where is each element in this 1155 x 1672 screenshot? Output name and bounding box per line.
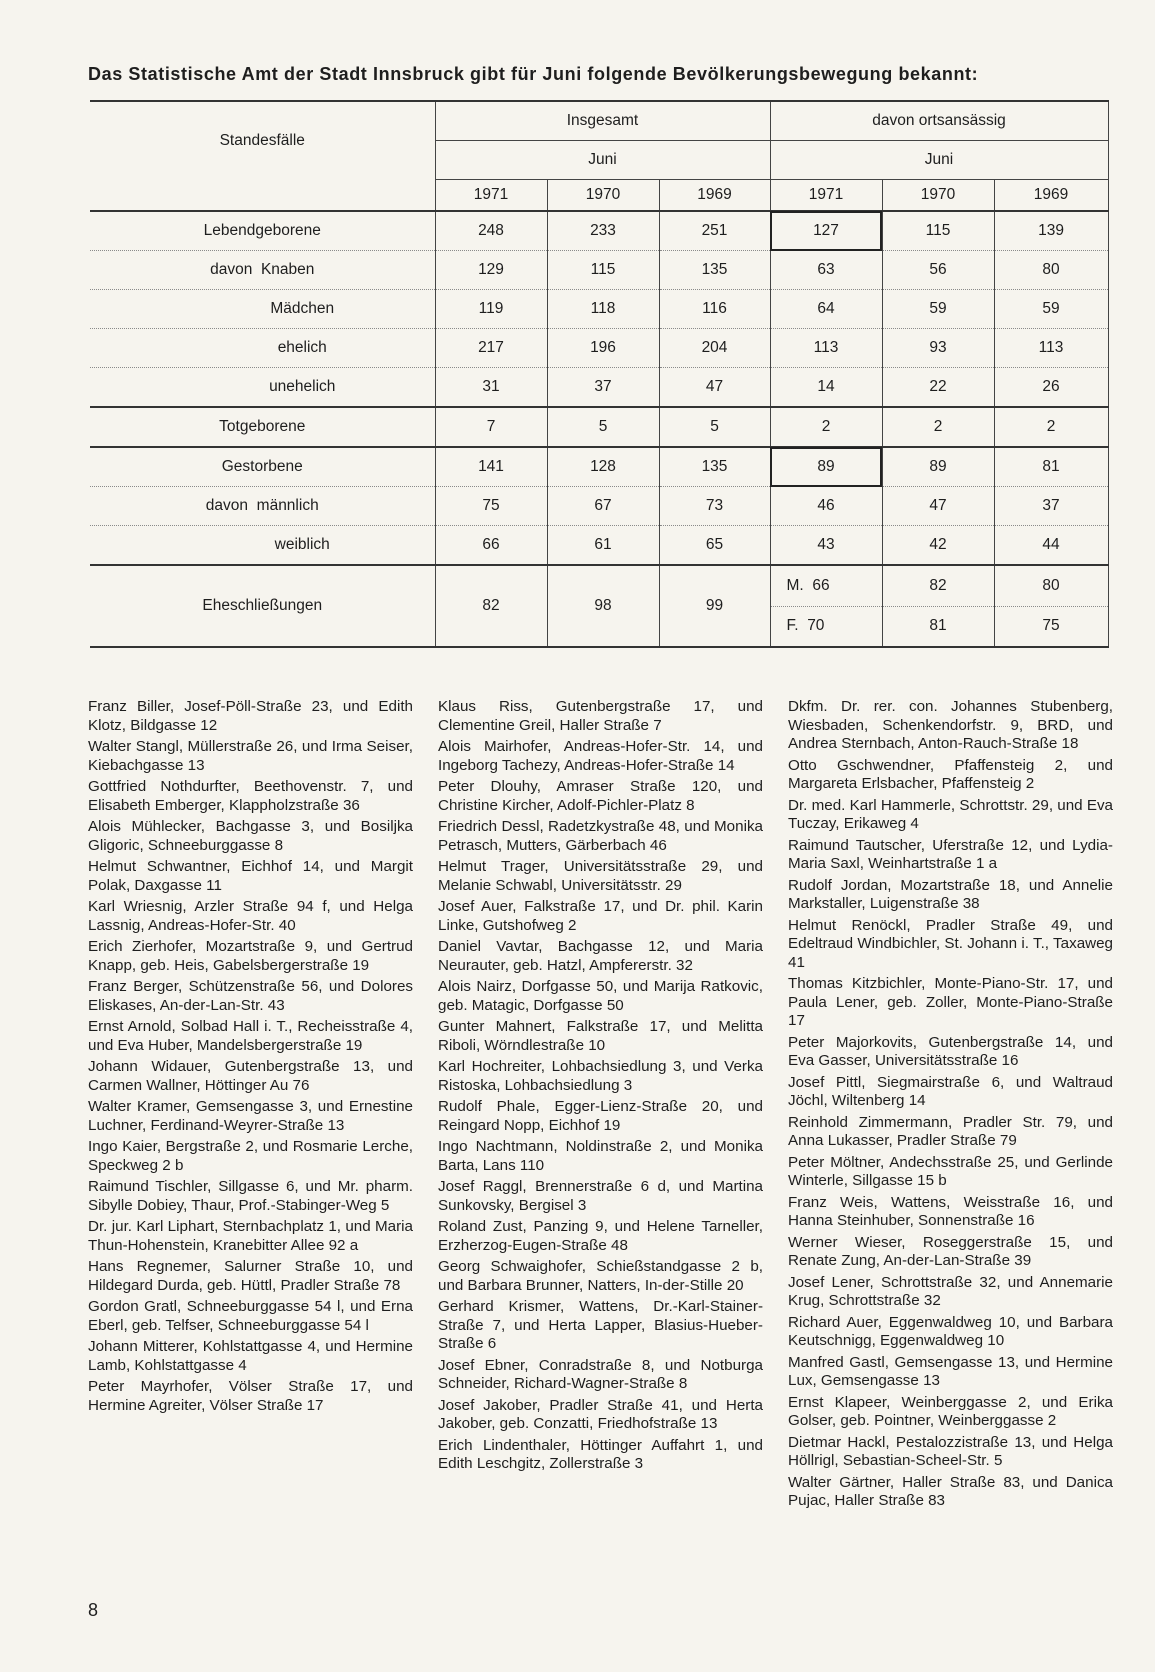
list-item: Dietmar Hackl, Pestalozzistraße 13, und Helga Höllrigl, Sebastian-Scheel-Str. 5 [788, 1433, 1113, 1469]
list-item: Franz Biller, Josef-Pöll-Straße 23, und Edith Klotz, Bildgasse 12 [88, 698, 413, 734]
list-item: Franz Weis, Wattens, Weisstraße 16, und Hanna Steinhuber, Sonnenstraße 16 [788, 1193, 1113, 1229]
value-cell: 116 [659, 290, 770, 329]
list-item: Ernst Arnold, Solbad Hall i. T., Recheisstraße 4, und Eva Huber, Mandelsbergerstraße 19 [88, 1018, 413, 1054]
year-header: 1970 [547, 180, 659, 212]
list-item: Rudolf Jordan, Mozartstraße 18, und Annelie Markstaller, Luigenstraße 38 [788, 876, 1113, 912]
table-row [90, 487, 1108, 526]
value-cell: 59 [994, 290, 1108, 329]
value-cell: 47 [882, 487, 994, 526]
value-cell: 89 [882, 447, 994, 487]
value-cell: 118 [547, 290, 659, 329]
value-cell: 56 [882, 251, 994, 290]
value-cell: 61 [547, 526, 659, 566]
list-item: Otto Gschwendner, Pfaffensteig 2, und Margareta Erlsbacher, Pfaffensteig 2 [788, 756, 1113, 792]
year-header: 1971 [435, 180, 547, 212]
value-cell: 37 [547, 368, 659, 408]
table-row [90, 407, 1108, 447]
value-cell: 7 [435, 407, 547, 447]
value-cell: 65 [659, 526, 770, 566]
value-cell: 82 [435, 565, 547, 647]
year-header: 1969 [994, 180, 1108, 212]
f-prefix: F. [786, 617, 799, 635]
value-cell-highlighted: 127 [770, 211, 882, 251]
row-label [90, 487, 435, 526]
marriage-f-value [771, 607, 882, 647]
list-item: Erich Zierhofer, Mozartstraße 9, und Gertrud Knapp, geb. Heis, Gabelsbergerstraße 19 [88, 938, 413, 974]
list-item: Klaus Riss, Gutenbergstraße 17, und Clementine Greil, Haller Straße 7 [438, 698, 763, 734]
table-row [90, 211, 1108, 251]
value-cell: 37 [994, 487, 1108, 526]
marriage-announcements [88, 698, 1113, 1514]
year-header: 1970 [882, 180, 994, 212]
list-item: Alois Mairhofer, Andreas-Hofer-Str. 14, und Ingeborg Tachezy, Andreas-Hofer-Straße 14 [438, 738, 763, 774]
list-item: Hans Regnemer, Salurner Straße 10, und Hildegard Durda, geb. Hüttl, Pradler Straße 78 [88, 1258, 413, 1294]
value-cell: 129 [435, 251, 547, 290]
announcement-column-1 [88, 698, 413, 1514]
table-row-marriages [90, 565, 1108, 647]
list-item: Franz Berger, Schützenstraße 56, und Dolores Eliskases, An-der-Lan-Str. 43 [88, 978, 413, 1014]
list-item: Walter Kramer, Gemsengasse 3, und Ernestine Luchner, Ferdinand-Weyrer-Straße 13 [88, 1098, 413, 1134]
header-insgesamt: Insgesamt [435, 101, 770, 141]
list-item: Josef Jakober, Pradler Straße 41, und Herta Jakober, geb. Conzatti, Friedhofstraße 13 [438, 1396, 763, 1432]
list-item: Peter Dlouhy, Amraser Straße 120, und Christine Kircher, Adolf-Pichler-Platz 8 [438, 778, 763, 814]
list-item: Josef Ebner, Conradstraße 8, und Notburga Schneider, Richard-Wagner-Straße 8 [438, 1356, 763, 1392]
value-cell: 73 [659, 487, 770, 526]
table-row [90, 251, 1108, 290]
value-cell: 115 [882, 211, 994, 251]
m-value: 66 [812, 576, 830, 594]
list-item: Karl Wriesnig, Arzler Straße 94 f, und Helga Lassnig, Andreas-Hofer-Str. 40 [88, 898, 413, 934]
f-value: 81 [929, 617, 947, 635]
value-cell: 43 [770, 526, 882, 566]
list-item: Peter Mayrhofer, Völser Straße 17, und Hermine Agreiter, Völser Straße 17 [88, 1378, 413, 1414]
list-item: Alois Mühlecker, Bachgasse 3, und Bosiljka Gligoric, Schneeburggasse 8 [88, 818, 413, 854]
list-item: Raimund Tautscher, Uferstraße 12, und Lydia-Maria Saxl, Weinhartstraße 1 a [788, 836, 1113, 872]
page-number: 8 [88, 1600, 99, 1620]
list-item: Josef Lener, Schrottstraße 32, und Annemarie Krug, Schrottstraße 32 [788, 1273, 1113, 1309]
list-item: Reinhold Zimmermann, Pradler Str. 79, und Anna Lukasser, Pradler Straße 79 [788, 1113, 1113, 1149]
value-cell: 217 [435, 329, 547, 368]
f-value: 70 [807, 617, 825, 635]
value-cell: 81 [994, 447, 1108, 487]
list-item: Werner Wieser, Roseggerstraße 15, und Renate Zung, An-der-Lan-Straße 39 [788, 1233, 1113, 1269]
value-cell: 113 [770, 329, 882, 368]
value-cell: 80 [994, 251, 1108, 290]
list-item: Friedrich Dessl, Radetzkystraße 48, und Monika Petrasch, Mutters, Gärberbach 46 [438, 818, 763, 854]
value-cell: 233 [547, 211, 659, 251]
value-cell: 128 [547, 447, 659, 487]
list-item: Daniel Vavtar, Bachgasse 12, und Maria Neurauter, geb. Hatzl, Ampfererstr. 32 [438, 938, 763, 974]
value-cell: 248 [435, 211, 547, 251]
list-item: Gunter Mahnert, Falkstraße 17, und Melitta Riboli, Wörndlestraße 10 [438, 1018, 763, 1054]
list-item: Peter Majorkovits, Gutenbergstraße 14, und Eva Gasser, Universitätsstraße 16 [788, 1033, 1113, 1069]
list-item: Helmut Schwantner, Eichhof 14, und Margit Polak, Daxgasse 11 [88, 858, 413, 894]
value-cell: 26 [994, 368, 1108, 408]
list-item: Georg Schwaighofer, Schießstandgasse 2 b, und Barbara Brunner, Natters, In-der-Stille 20 [438, 1258, 763, 1294]
list-item: Helmut Renöckl, Pradler Straße 49, und Edeltraud Windbichler, St. Johann i. T., Taxaweg 41 [788, 916, 1113, 971]
list-item: Raimund Tischler, Sillgasse 6, und Mr. pharm. Sibylle Dobiey, Thaur, Prof.-Stabinger-Weg 5 [88, 1178, 413, 1214]
row-label: Lebendgeborene [90, 211, 435, 251]
marriage-local-1970 [882, 565, 994, 647]
row-label: Gestorbene [90, 447, 435, 487]
row-prefix: davon [210, 261, 253, 278]
list-item: Ingo Nachtmann, Noldinstraße 2, und Monika Barta, Lans 110 [438, 1138, 763, 1174]
m-prefix: M. [786, 576, 804, 594]
header-spacer [90, 180, 435, 212]
value-cell: 115 [547, 251, 659, 290]
list-item: Dr. med. Karl Hammerle, Schrottstr. 29, und Eva Tuczay, Erikaweg 4 [788, 796, 1113, 832]
list-item: Gottfried Nothdurfter, Beethovenstr. 7, und Elisabeth Emberger, Klappholzstraße 36 [88, 778, 413, 814]
value-cell: 113 [994, 329, 1108, 368]
value-cell: 196 [547, 329, 659, 368]
row-prefix: davon [205, 497, 249, 514]
m-value: 82 [883, 566, 994, 607]
value-cell: 63 [770, 251, 882, 290]
value-cell: 59 [882, 290, 994, 329]
list-item: Alois Nairz, Dorfgasse 50, und Marija Ratkovic, geb. Matagic, Dorfgasse 50 [438, 978, 763, 1014]
list-item: Walter Stangl, Müllerstraße 26, und Irma Seiser, Kiebachgasse 13 [88, 738, 413, 774]
marriage-local-1969 [994, 565, 1108, 647]
row-label: unehelich [90, 368, 435, 408]
marriage-local-1971 [770, 565, 882, 647]
list-item: Ernst Klapeer, Weinberggasse 2, und Erika Golser, geb. Pointner, Weinberggasse 2 [788, 1393, 1113, 1429]
value-cell: 14 [770, 368, 882, 408]
value-cell: 64 [770, 290, 882, 329]
row-label-text: männlich [256, 497, 319, 514]
list-item: Roland Zust, Panzing 9, und Helene Tarneller, Erzherzog-Eugen-Straße 48 [438, 1218, 763, 1254]
table-row [90, 329, 1108, 368]
list-item: Erich Lindenthaler, Höttinger Auffahrt 1, und Edith Leschgitz, Zollerstraße 3 [438, 1436, 763, 1472]
list-item: Dkfm. Dr. rer. con. Johannes Stubenberg, Wiesbaden, Schenkendorfstr. 9, BRD, und Andrea Sternbach, Anton-Rauch-Straße 18 [788, 698, 1113, 752]
value-cell: 141 [435, 447, 547, 487]
table-row [90, 447, 1108, 487]
value-cell: 135 [659, 447, 770, 487]
value-cell: 2 [994, 407, 1108, 447]
list-item: Richard Auer, Eggenwaldweg 10, und Barbara Keutschnigg, Eggenwaldweg 10 [788, 1313, 1113, 1349]
table-row [90, 290, 1108, 329]
value-cell: 75 [435, 487, 547, 526]
population-table [90, 100, 1109, 648]
year-header: 1971 [770, 180, 882, 212]
value-cell-highlighted: 89 [770, 447, 882, 487]
value-cell: 42 [882, 526, 994, 566]
value-cell: 204 [659, 329, 770, 368]
row-label: Totgeborene [90, 407, 435, 447]
announcement-column-2 [438, 698, 763, 1514]
value-cell: 135 [659, 251, 770, 290]
row-label: Eheschließungen [90, 565, 435, 647]
row-label: ehelich [90, 329, 435, 368]
value-cell: 98 [547, 565, 659, 647]
list-item: Karl Hochreiter, Lohbachsiedlung 3, und Verka Ristoska, Lohbachsiedlung 3 [438, 1058, 763, 1094]
row-label: weiblich [90, 526, 435, 566]
list-item: Peter Möltner, Andechsstraße 25, und Gerlinde Winterle, Sillgasse 15 b [788, 1153, 1113, 1189]
list-item: Helmut Trager, Universitätsstraße 29, und Melanie Schwabl, Universitätsstr. 29 [438, 858, 763, 894]
list-item: Josef Pittl, Siegmairstraße 6, und Waltraud Jöchl, Wiltenberg 14 [788, 1073, 1113, 1109]
header-standesfaelle: Standesfälle [90, 101, 435, 180]
list-item: Gordon Gratl, Schneeburggasse 54 l, und Erna Eberl, geb. Telfser, Schneeburggasse 54 l [88, 1298, 413, 1334]
row-label: Mädchen [90, 290, 435, 329]
value-cell: 139 [994, 211, 1108, 251]
row-label-text: Knaben [260, 261, 315, 278]
value-cell: 44 [994, 526, 1108, 566]
list-item: Manfred Gastl, Gemsengasse 13, und Hermine Lux, Gemsengasse 13 [788, 1353, 1113, 1389]
value-cell: 67 [547, 487, 659, 526]
value-cell: 99 [659, 565, 770, 647]
page-headline: Das Statistische Amt der Stadt Innsbruck gibt für Juni folgende Bevölkerungsbewegung bekannt: [88, 64, 979, 84]
value-cell: 251 [659, 211, 770, 251]
list-item: Gerhard Krismer, Wattens, Dr.-Karl-Stainer-Straße 7, und Herta Lapper, Blasius-Hueber-Straße 6 [438, 1298, 763, 1352]
list-item: Josef Auer, Falkstraße 17, und Dr. phil. Karin Linke, Gutshofweg 2 [438, 898, 763, 934]
value-cell: 93 [882, 329, 994, 368]
list-item: Thomas Kitzbichler, Monte-Piano-Str. 17, und Paula Lener, geb. Zoller, Monte-Piano-Straße 17 [788, 975, 1113, 1029]
f-value: 75 [1042, 617, 1060, 635]
list-item: Johann Mitterer, Kohlstattgasse 4, und Hermine Lamb, Kohlstattgasse 4 [88, 1338, 413, 1374]
list-item: Rudolf Phale, Egger-Lienz-Straße 20, und Reingard Nopp, Eichhof 19 [438, 1098, 763, 1134]
value-cell: 66 [435, 526, 547, 566]
header-month-local: Juni [770, 141, 1108, 180]
value-cell: 31 [435, 368, 547, 408]
value-cell: 2 [770, 407, 882, 447]
value-cell: 119 [435, 290, 547, 329]
table-row [90, 368, 1108, 408]
value-cell: 47 [659, 368, 770, 408]
announcement-column-3 [788, 698, 1113, 1514]
year-header: 1969 [659, 180, 770, 212]
header-ortsansaessig: davon ortsansässig [770, 101, 1108, 141]
value-cell: 5 [547, 407, 659, 447]
list-item: Dr. jur. Karl Liphart, Sternbachplatz 1, und Maria Thun-Hohenstein, Kranebitter Allee 92 a [88, 1218, 413, 1254]
row-label [90, 251, 435, 290]
value-cell: 5 [659, 407, 770, 447]
list-item: Ingo Kaier, Bergstraße 2, und Rosmarie Lerche, Speckweg 2 b [88, 1138, 413, 1174]
value-cell: 2 [882, 407, 994, 447]
m-value: 80 [995, 566, 1108, 607]
table-row [90, 526, 1108, 566]
value-cell: 46 [770, 487, 882, 526]
header-month-total: Juni [435, 141, 770, 180]
list-item: Walter Gärtner, Haller Straße 83, und Danica Pujac, Haller Straße 83 [788, 1473, 1113, 1509]
list-item: Josef Raggl, Brennerstraße 6 d, und Martina Sunkovsky, Bergisel 3 [438, 1178, 763, 1214]
marriage-m-value [771, 566, 882, 607]
list-item: Johann Widauer, Gutenbergstraße 13, und Carmen Wallner, Höttinger Au 76 [88, 1058, 413, 1094]
value-cell: 22 [882, 368, 994, 408]
